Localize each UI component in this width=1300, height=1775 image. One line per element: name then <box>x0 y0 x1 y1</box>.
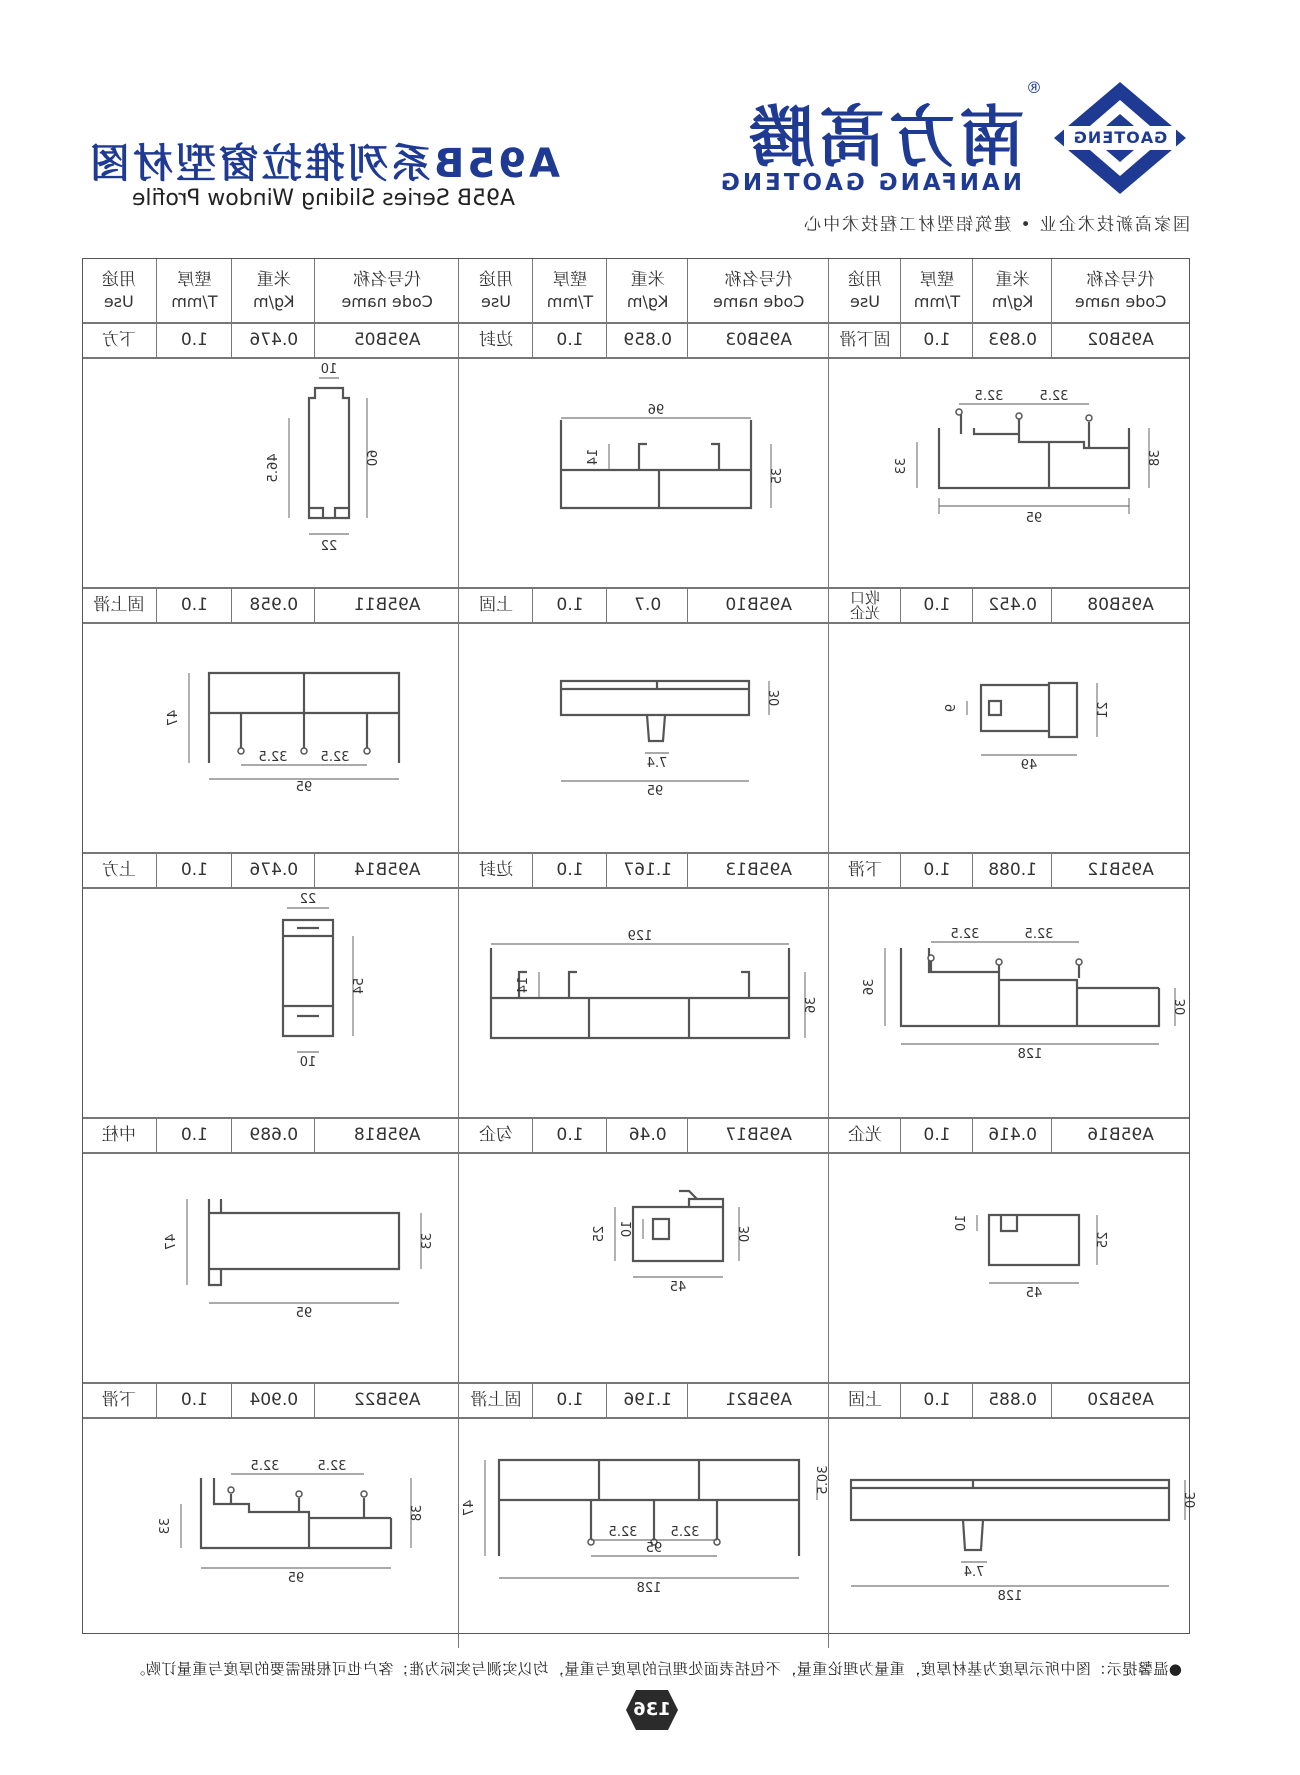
header-cell-weight <box>232 259 315 323</box>
profile-drawing-a95b14 <box>81 888 459 1118</box>
header-label: 米重 <box>995 270 1030 290</box>
logo-text: GAOTENG <box>1072 128 1168 147</box>
brand-name-en: NANFANG GAOTENG <box>717 170 1022 196</box>
brand-slogan: 国家高新技术企业 • 建筑铝型材工程技术中心 <box>802 215 1190 235</box>
dimension-label: 7.4 <box>963 1565 985 1580</box>
profile-drawing-a95b21 <box>459 1418 829 1648</box>
header-label-en: Use <box>481 292 511 311</box>
hook-node <box>1016 413 1022 419</box>
profile-drawing-a95b22 <box>81 1418 459 1648</box>
section-svg <box>81 888 459 1118</box>
cell-code: A95B18 <box>353 1125 421 1145</box>
section-svg <box>81 358 459 588</box>
page-number: 136 <box>633 1699 671 1720</box>
cell-code: A95B08 <box>1087 595 1154 615</box>
cell-weight: 0.689 <box>249 1125 299 1145</box>
dimension-label: 30.5 <box>816 1465 831 1495</box>
page-title-en: A95B Series Sliding Window Profile <box>131 186 515 211</box>
hook-node <box>1086 415 1092 421</box>
profile-outline <box>981 683 1077 737</box>
header-label-en: Use <box>103 292 134 311</box>
brand-header <box>717 78 1190 228</box>
cell-weight: 0.476 <box>249 330 299 350</box>
dimension-label: 38 <box>1148 449 1163 467</box>
hook-node <box>296 1491 302 1497</box>
cell-thick: 1.0 <box>923 1390 951 1410</box>
header-cell-code <box>1052 259 1189 323</box>
dimension-label: 45 <box>1025 1286 1043 1301</box>
hook-node <box>1076 959 1082 965</box>
cell-code: A95B11 <box>353 595 421 615</box>
dimension-label: 128 <box>1017 1047 1043 1062</box>
cell-weight: 0.476 <box>249 860 299 880</box>
profile-drawing-a95b17 <box>459 1153 829 1383</box>
profile-drawing-a95b03 <box>459 358 829 588</box>
header-label-en: Use <box>850 292 880 311</box>
profile-outline <box>633 1191 723 1261</box>
hook-node <box>301 748 307 754</box>
hook-node <box>238 748 244 754</box>
cell-thick: 1.0 <box>180 1125 208 1145</box>
dimension-label: 54 <box>352 977 367 995</box>
cell-use: 收口光企 <box>850 588 881 622</box>
cell-code: A95B20 <box>1087 1390 1154 1410</box>
profile-drawing-a95b13 <box>459 888 829 1118</box>
header-label: 用途 <box>101 270 136 290</box>
header-label-en: T/mm <box>171 292 218 311</box>
dimension-label: 25 <box>1096 1231 1111 1249</box>
profile-outline <box>901 948 1159 1026</box>
cell-use: 下滑 <box>101 1390 136 1410</box>
cell-thick: 1.0 <box>180 860 208 880</box>
cell-code: A95B14 <box>353 860 421 880</box>
dimension-label: 38 <box>410 1504 425 1522</box>
cell-thick: 1.0 <box>923 1125 951 1145</box>
header-label-en: Code name <box>341 292 433 311</box>
cell-weight: 0.893 <box>988 330 1037 350</box>
dimension-label: 96 <box>647 403 665 418</box>
profile-drawing-a95b20 <box>829 1418 1199 1648</box>
cell-use: 光企 <box>848 1125 882 1145</box>
profile-drawing-a95b18 <box>81 1153 459 1383</box>
section-svg <box>829 888 1189 1118</box>
cell-use: 勾企 <box>479 1125 513 1145</box>
dimension-label: 30 <box>1174 998 1189 1016</box>
cell-use: 上固 <box>848 1390 882 1410</box>
section-svg <box>459 358 829 588</box>
dimension-label: 95 <box>646 784 664 799</box>
page-title-cn: A95B系列推拉窗型材图 <box>86 141 560 187</box>
cell-use: 边封 <box>479 860 513 880</box>
header-label-en: Kg/m <box>626 292 669 311</box>
dimension-label: 32.5 <box>258 750 288 765</box>
cell-weight: 0.452 <box>988 595 1037 615</box>
header-label: 代号名称 <box>724 270 793 290</box>
hook-node <box>361 1491 367 1497</box>
header-label-en: Code name <box>713 292 805 311</box>
cell-weight: 1.196 <box>623 1390 673 1410</box>
dimension-label: 32.5 <box>608 1525 638 1540</box>
cell-thick: 1.0 <box>180 1390 208 1410</box>
header-cell-weight <box>607 259 688 323</box>
dimension-label: 47 <box>462 1499 477 1517</box>
cell-thick: 1.0 <box>923 595 951 615</box>
dimension-label: 10 <box>620 1220 635 1238</box>
dimension-label: 95 <box>287 1571 305 1586</box>
cell-thick: 1.0 <box>556 595 584 615</box>
header-label: 用途 <box>848 270 882 290</box>
profile-outline <box>989 1215 1079 1265</box>
cell-thick: 1.0 <box>180 595 208 615</box>
section-svg <box>829 358 1189 588</box>
cell-thick: 1.0 <box>923 860 951 880</box>
cell-use: 上固 <box>479 595 513 615</box>
dimension-label: 22 <box>320 539 338 554</box>
profile-outline <box>851 1480 1169 1550</box>
dimension-label: 25 <box>592 1225 607 1243</box>
header-cell-use <box>459 259 533 323</box>
profile-outline <box>309 388 349 518</box>
section-svg <box>829 1418 1199 1648</box>
header-cell-weight <box>973 259 1052 323</box>
footnote: ●温馨提示：图中所示厚度为基材厚度，重量为理论重量，不包括表面处理后的厚度与重量，均以实测与实际为准；客户也可根据需要的厚度与重量订购。 <box>129 1660 1182 1678</box>
cell-weight: 0.46 <box>628 1125 667 1145</box>
dimension-label: 129 <box>627 929 653 944</box>
header-label: 壁厚 <box>553 270 587 290</box>
section-svg <box>459 1418 829 1648</box>
profile-outline <box>209 1199 399 1285</box>
dimension-label: 46.5 <box>266 453 281 483</box>
dimension-label: 21 <box>1096 701 1111 719</box>
header-cell-thick <box>157 259 233 323</box>
header-cell-code <box>688 259 829 323</box>
cell-code: A95B02 <box>1087 330 1154 350</box>
header-label-en: Kg/m <box>991 292 1034 311</box>
cell-use: 下方 <box>101 330 136 350</box>
header-label: 壁厚 <box>177 270 212 290</box>
dimension-label: 33 <box>420 1232 435 1250</box>
hook-node <box>928 955 934 961</box>
section-svg <box>459 623 829 853</box>
dimension-label: 14 <box>516 976 531 994</box>
header-cell-thick <box>901 259 973 323</box>
dimension-label: 32.5 <box>974 389 1004 404</box>
dimension-label: 128 <box>636 1581 662 1596</box>
dimension-label: 95 <box>295 780 313 795</box>
hook-node <box>956 409 962 415</box>
header-cell-use <box>829 259 901 323</box>
dimension-label: 22 <box>299 892 317 907</box>
header-label: 米重 <box>256 270 291 290</box>
dimension-label: 36 <box>804 996 819 1014</box>
profile-outline <box>491 948 789 1038</box>
cell-weight: 0.859 <box>623 330 673 350</box>
header-label-en: T/mm <box>546 292 594 311</box>
page-number-badge <box>626 1690 678 1730</box>
cell-use: 中柱 <box>101 1125 136 1145</box>
dimension-label: 10 <box>299 1055 317 1070</box>
section-svg <box>459 1153 829 1383</box>
dimension-label: 32.5 <box>950 927 980 942</box>
dimension-label: 35 <box>770 467 785 485</box>
header-cell-code <box>315 259 459 323</box>
header-label: 壁厚 <box>920 270 954 290</box>
cell-code: A95B22 <box>353 1390 421 1410</box>
cell-code: A95B12 <box>1087 860 1154 880</box>
cell-code: A95B21 <box>725 1390 792 1410</box>
dimension-label: 33 <box>894 457 909 475</box>
dimension-label: 47 <box>164 1233 179 1251</box>
profile-drawing-a95b12 <box>829 888 1189 1118</box>
registered-mark: ® <box>1026 78 1042 97</box>
cell-thick: 1.0 <box>556 1125 584 1145</box>
cell-weight: 1.088 <box>988 860 1037 880</box>
profile-outline <box>283 920 333 1036</box>
dimension-label: 30 <box>1184 1491 1199 1509</box>
cell-use: 固上滑 <box>93 595 145 615</box>
dimension-label: 36 <box>862 978 877 996</box>
header-label-en: Kg/m <box>252 292 295 311</box>
cell-code: A95B10 <box>725 595 792 615</box>
profile-drawing-a95b11 <box>81 623 459 853</box>
dimension-label: 32.5 <box>1024 927 1054 942</box>
profile-drawing-a95b10 <box>459 623 829 853</box>
hook-node <box>364 748 370 754</box>
header-label-en: T/mm <box>913 292 961 311</box>
header-label: 代号名称 <box>353 270 422 290</box>
cell-weight: 0.958 <box>249 595 299 615</box>
dimension-label: 9 <box>944 703 959 713</box>
cell-thick: 1.0 <box>180 330 208 350</box>
header-label-en: Code name <box>1074 292 1167 311</box>
dimension-label: 33 <box>158 1517 173 1535</box>
dimension-label: 95 <box>295 1306 313 1321</box>
cell-use: 下滑 <box>848 860 882 880</box>
cell-weight: 0.885 <box>988 1390 1037 1410</box>
dimension-label: 128 <box>997 1589 1023 1604</box>
dimension-label: 30 <box>738 1225 753 1243</box>
profile-table <box>82 258 1199 1634</box>
cell-use: 固下滑 <box>839 330 891 350</box>
dimension-label: 49 <box>1020 758 1038 773</box>
cell-weight: 1.167 <box>623 860 673 880</box>
hook-node <box>996 959 1002 965</box>
profile-outline <box>939 414 1129 488</box>
section-svg <box>829 623 1189 853</box>
cell-use: 上方 <box>101 860 136 880</box>
cell-code: A95B17 <box>725 1125 792 1145</box>
dimension-label: 47 <box>166 709 181 727</box>
dimension-label: 95 <box>1025 511 1043 526</box>
profile-drawing-a95b16 <box>829 1153 1189 1383</box>
dimension-label: 95 <box>645 1541 663 1556</box>
section-svg <box>81 1153 459 1383</box>
cell-weight: 0.416 <box>988 1125 1037 1145</box>
dimension-label: 60 <box>366 449 381 467</box>
profile-drawing-a95b05 <box>81 358 459 588</box>
dimension-label: 32.5 <box>250 1459 280 1474</box>
dimension-label: 32.5 <box>1039 389 1069 404</box>
header-cell-use <box>81 259 157 323</box>
cell-code: A95B16 <box>1087 1125 1154 1145</box>
section-svg <box>459 888 829 1118</box>
brand-name-cn: 南方高腾 <box>745 99 1025 176</box>
cell-thick: 1.0 <box>556 1390 584 1410</box>
dimension-label: 45 <box>669 1280 687 1295</box>
cell-thick: 1.0 <box>556 860 584 880</box>
section-svg <box>81 623 459 853</box>
cell-thick: 1.0 <box>923 330 951 350</box>
profile-drawing-a95b02 <box>829 358 1189 588</box>
dimension-label: 10 <box>954 1214 969 1232</box>
dimension-label: 10 <box>320 362 338 377</box>
header-cell-thick <box>533 259 607 323</box>
dimension-label: 32.5 <box>317 1459 347 1474</box>
cell-code: A95B13 <box>725 860 792 880</box>
dimension-label: 30 <box>768 689 783 707</box>
cell-use: 边封 <box>479 330 513 350</box>
dimension-label: 7.4 <box>646 756 668 771</box>
header-label: 米重 <box>630 270 665 290</box>
cell-code: A95B03 <box>725 330 792 350</box>
cell-thick: 1.0 <box>556 330 584 350</box>
header-label: 用途 <box>479 270 513 290</box>
profile-outline <box>561 681 749 741</box>
section-svg <box>829 1153 1189 1383</box>
dimension-label: 32.5 <box>670 1525 700 1540</box>
header-label: 代号名称 <box>1086 270 1155 290</box>
cell-weight: 0.904 <box>249 1390 299 1410</box>
dimension-label: 14 <box>586 448 601 466</box>
profile-drawing-a95b08 <box>829 623 1189 853</box>
cell-use: 固上滑 <box>470 1390 522 1410</box>
cell-weight: 0.7 <box>634 595 662 615</box>
hook-node <box>228 1487 234 1493</box>
cell-code: A95B05 <box>353 330 421 350</box>
section-svg <box>81 1418 459 1648</box>
dimension-label: 32.5 <box>320 750 350 765</box>
